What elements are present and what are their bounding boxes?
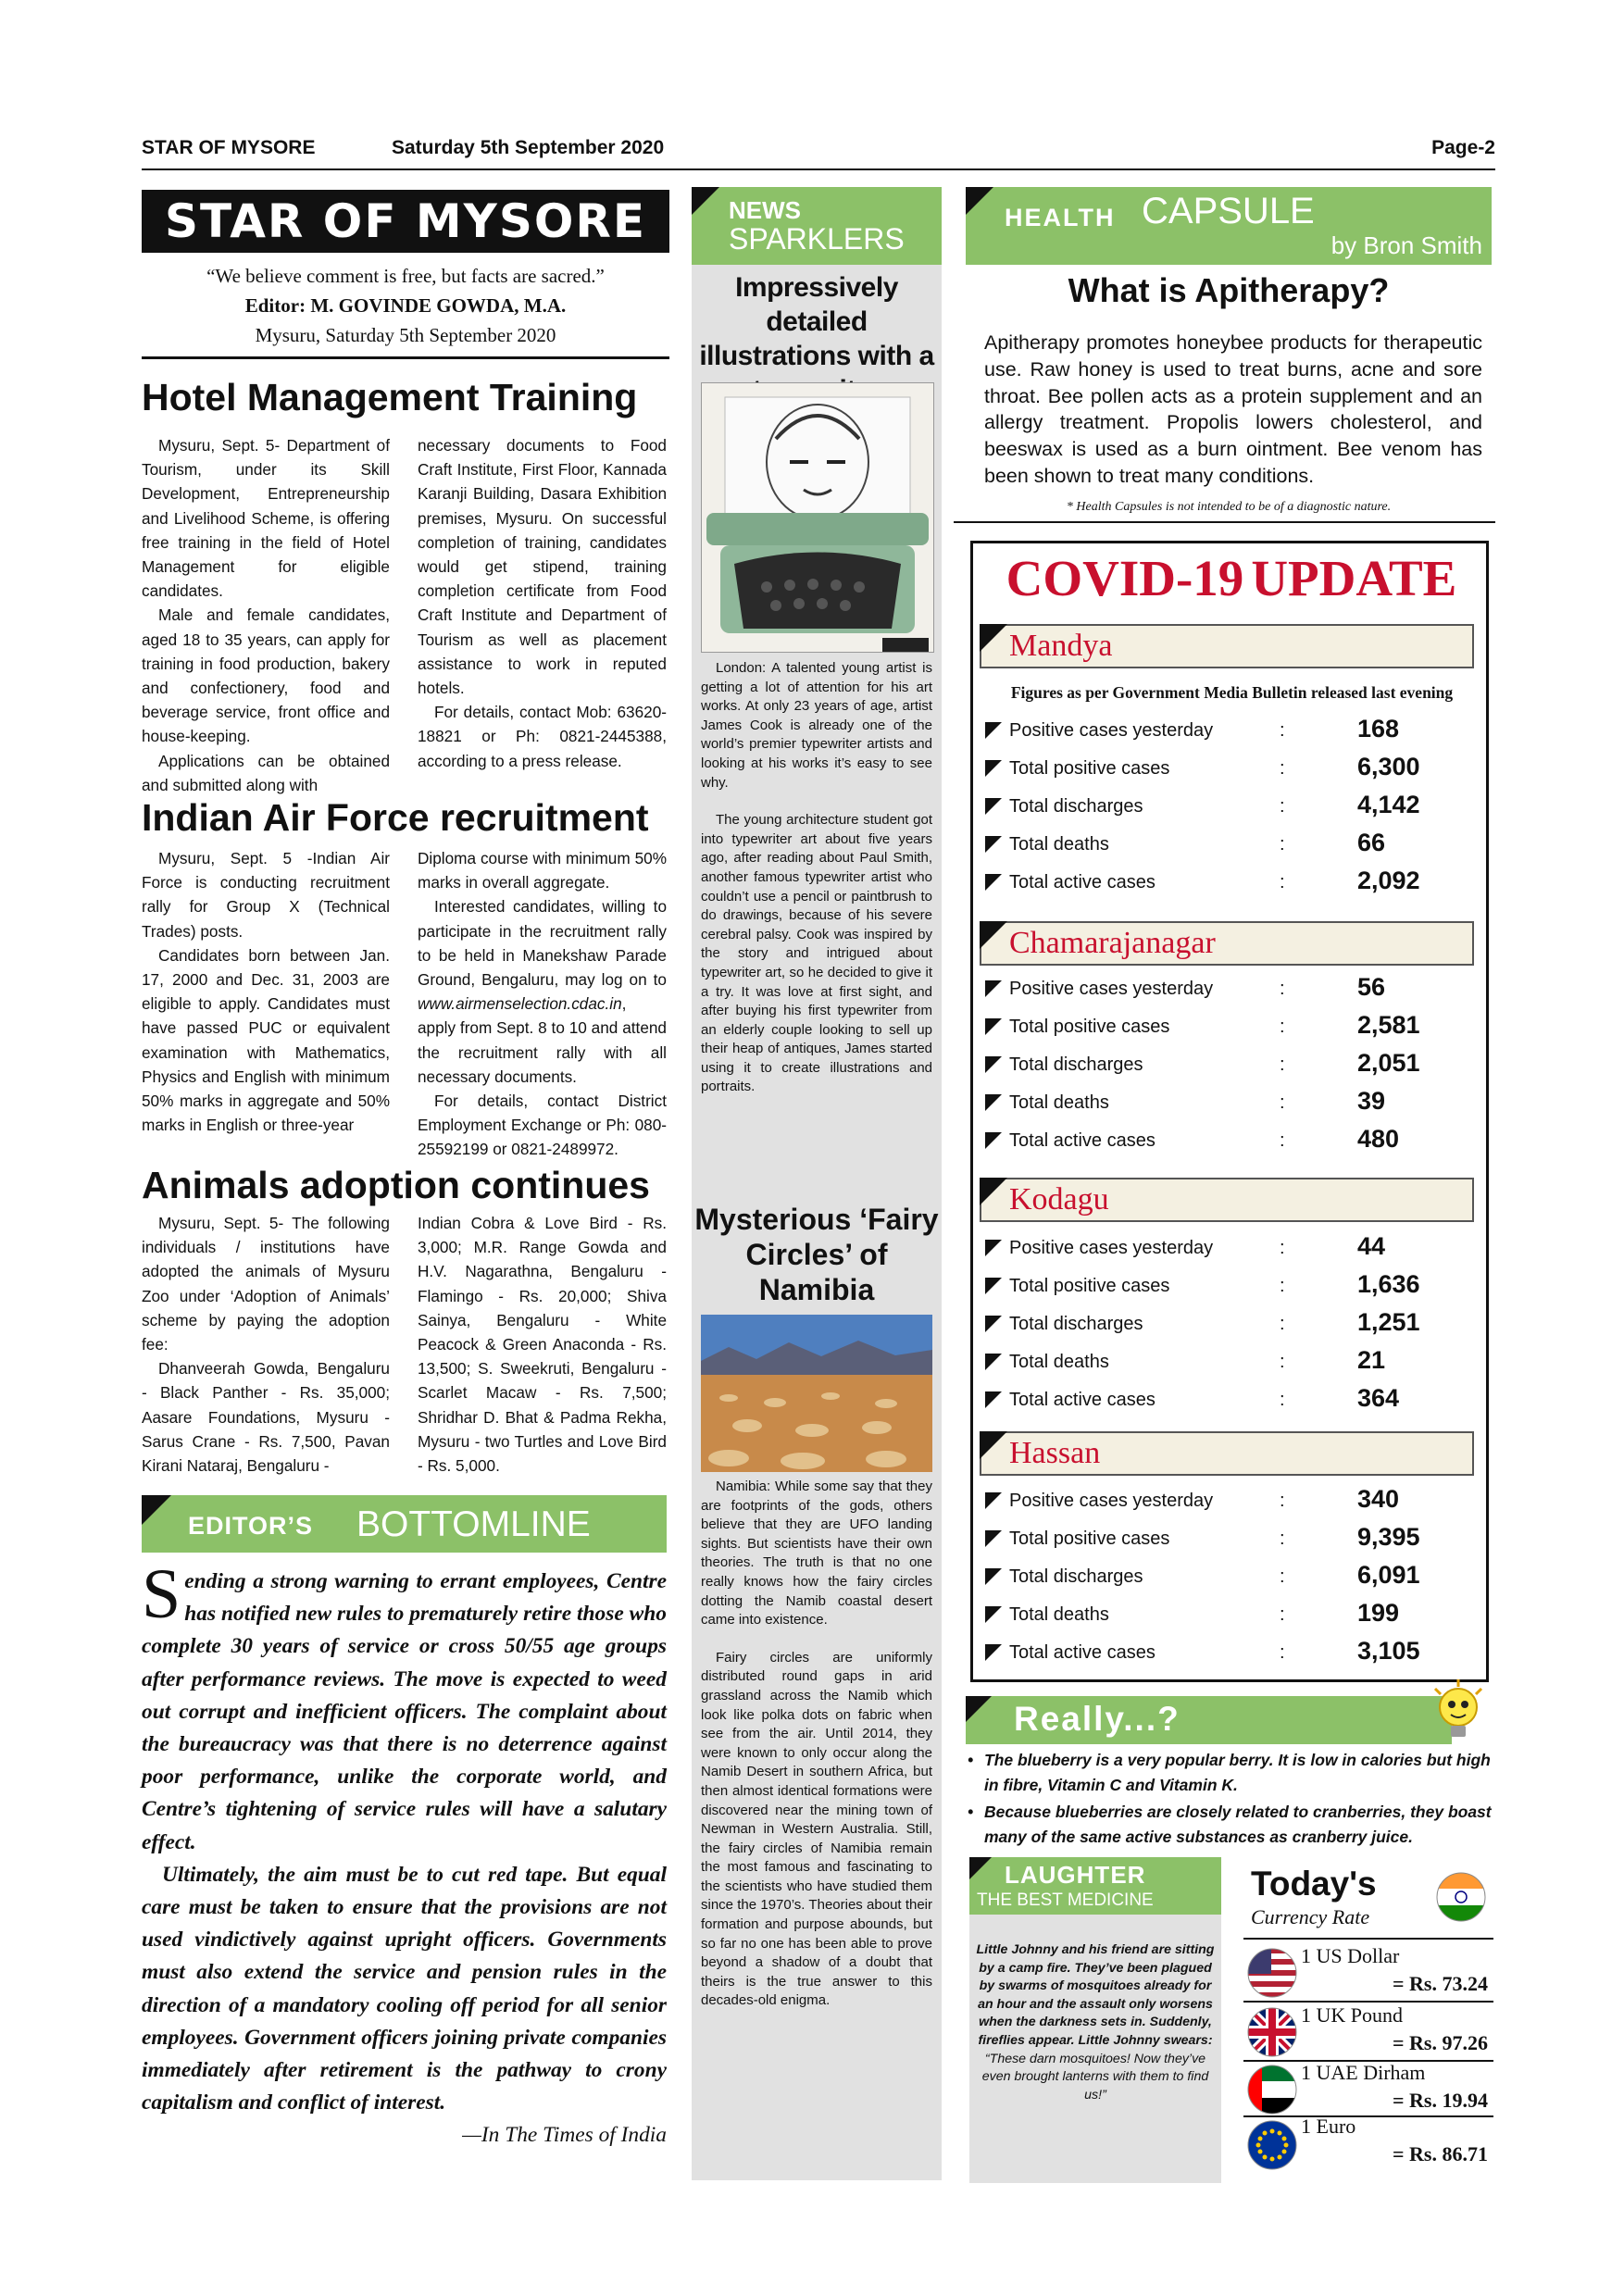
currency-rule xyxy=(1243,1938,1493,1940)
covid-row: Total deaths : 21 xyxy=(981,1344,1481,1382)
news-label-a: NEWS xyxy=(729,196,801,224)
editor-source: —In The Times of India xyxy=(462,2123,667,2148)
corner-triangle xyxy=(966,187,993,215)
masthead-motto: “We believe comment is free, but facts are sacred.” xyxy=(206,265,605,287)
animals-para: Dhanveerah Gowda, Bengaluru - Black Panther - Rs. 35,000; Aasare Foundations, Mysuru - Sarus Crane - Rs. 7,500, Pavan Kirani Nataraj, Bengaluru - xyxy=(142,1359,390,1476)
covid-row-label: Positive cases yesterday xyxy=(1009,1491,1214,1511)
editor-label-b: BOTTOMLINE xyxy=(356,1504,591,1544)
covid-row-label: Total positive cases xyxy=(1009,758,1170,779)
story1-para: The young architecture student got into typewriter art about five years ago, after reading about Paul Smith, another famous typewriter artist who couldn’t use a pencil or paintbrush to do drawings, because of his severe cerebral palsy. Cook was inspired by the story and intrigued about typewriter art, so he decided to give it a try. It was love at first sight, and after buying his first typewriter from an elderly couple looking to sell up their heap of antiques, James started using it to create illustrations and portraits. xyxy=(701,812,932,1095)
covid-row-label: Positive cases yesterday xyxy=(1009,1238,1214,1258)
covid-row-value: 3,105 xyxy=(1357,1637,1420,1665)
covid-row: Total discharges : 4,142 xyxy=(981,789,1481,827)
bullet-triangle-icon xyxy=(985,1094,1002,1111)
district-header-mandya xyxy=(980,624,1474,668)
laughter-text: Little Johnny and his friend are sitting by a camp fire. They’ve been plagued by swarms of mosquitoes already for an hour and the assault only worsens when the darkness sets in. Suddenly, fireflies appear. xyxy=(976,1942,1215,2048)
bullet-triangle-icon xyxy=(985,1391,1002,1408)
corner-triangle xyxy=(692,187,719,215)
covid-row-value: 4,142 xyxy=(1357,791,1420,818)
masthead-editor: Editor: M. GOVINDE GOWDA, M.A. xyxy=(244,294,567,317)
corner-triangle xyxy=(142,1495,171,1525)
covid-note: Figures as per Government Media Bulletin released last evening xyxy=(1010,683,1454,702)
story1-title: Impressively detailed illustrations with a xyxy=(699,272,934,371)
editor-bottomline-banner xyxy=(142,1495,667,1553)
corner-triangle xyxy=(980,1431,1007,1459)
hotel-col-right xyxy=(418,433,667,773)
hotel-para: For details, contact Mob: 63620-18821 or Ph: 0821-2445388, according to a press release. xyxy=(418,703,667,770)
covid-row: Total discharges : 1,251 xyxy=(981,1306,1481,1344)
laughter-quote: “These darn mosquitoes! Now they’ve even brought lanterns with them to find us!” xyxy=(981,2051,1209,2103)
covid-row-label: Total deaths xyxy=(1009,1352,1109,1372)
covid-row: Total positive cases : 1,636 xyxy=(981,1268,1481,1306)
bullet-triangle-icon xyxy=(985,760,1002,777)
page-header xyxy=(142,137,1495,167)
district-header-chamarajanagar xyxy=(980,921,1474,966)
covid-row-label: Total active cases xyxy=(1009,1130,1156,1151)
story2-title: Mysterious ‘Fairy Circles’ of Namibia xyxy=(694,1203,939,1306)
covid-row-value: 168 xyxy=(1357,715,1400,742)
covid-row-value: 6,091 xyxy=(1357,1561,1420,1589)
covid-row-value: 21 xyxy=(1357,1346,1386,1374)
bullet-dot-icon: • xyxy=(968,1751,974,1769)
covid-row: Total deaths : 199 xyxy=(981,1597,1481,1635)
covid-title-a: COVID-19 xyxy=(1006,550,1244,606)
namibia-fairy-circles-image xyxy=(701,1315,932,1472)
health-label-a: HEALTH xyxy=(1005,204,1116,231)
covid-row-label: Total active cases xyxy=(1009,1642,1156,1663)
bullet-triangle-icon xyxy=(985,1018,1002,1035)
covid-row: Total positive cases : 6,300 xyxy=(981,751,1481,789)
header-paper-name: STAR OF MYSORE xyxy=(142,137,316,158)
header-date: Saturday 5th September 2020 xyxy=(392,137,665,158)
covid-row-value: 2,092 xyxy=(1357,867,1420,894)
bullet-triangle-icon xyxy=(985,1278,1002,1294)
animals-headline: Animals adoption continues xyxy=(142,1164,650,1206)
corner-triangle xyxy=(980,1178,1007,1205)
masthead-dateline: Mysuru, Saturday 5th September 2020 xyxy=(255,324,556,346)
covid-row-label: Total discharges xyxy=(1009,1566,1143,1587)
editor-para: ending a strong warning to errant employees, Centre has notified new rules to prematurely retire those who complete 30 years of service or cross 50/55 age groups after performance reviews. The move is expected to weed out corrupt and inefficient officers. The complaint about the bureaucracy was that there is no deterrence against poor performance, unlike the corporate world, and Centre’s tightening of service rules will have a salutary effect. xyxy=(142,1569,667,1854)
bullet-dot-icon: • xyxy=(968,1803,974,1821)
laughter-body xyxy=(974,1941,1217,2104)
really-banner xyxy=(966,1696,1452,1744)
covid-row-value: 2,581 xyxy=(1357,1011,1420,1039)
covid-row-value: 2,051 xyxy=(1357,1049,1420,1077)
currency-rate: = Rs. 97.26 xyxy=(1393,2031,1488,2054)
covid-row-value: 1,251 xyxy=(1357,1308,1420,1336)
covid-row: Positive cases yesterday : 44 xyxy=(981,1230,1481,1268)
hotel-para: Applications can be obtained and submitted along with xyxy=(142,751,390,794)
currency-rate: = Rs. 19.94 xyxy=(1393,2089,1488,2112)
covid-row-value: 44 xyxy=(1357,1232,1386,1260)
really-item xyxy=(966,1800,1493,1850)
bullet-triangle-icon xyxy=(985,1644,1002,1661)
currency-rule xyxy=(1243,2115,1493,2117)
bullet-triangle-icon xyxy=(985,874,1002,891)
uk-flag-icon xyxy=(1247,2007,1297,2057)
district-name: Kodagu xyxy=(1009,1182,1109,1217)
news-label-b: SPARKLERS xyxy=(729,222,905,256)
bullet-triangle-icon xyxy=(985,1132,1002,1149)
currency-title: Today's xyxy=(1251,1865,1377,1903)
editor-body xyxy=(142,1555,667,2152)
story1-body xyxy=(701,659,932,1097)
bullet-triangle-icon xyxy=(985,1606,1002,1623)
covid-row-label: Total deaths xyxy=(1009,1092,1109,1113)
corner-triangle xyxy=(980,921,1007,949)
covid-row-label: Positive cases yesterday xyxy=(1009,720,1214,741)
masthead-logo: STAR OF MYSORE xyxy=(142,190,669,253)
iaf-para: For details, contact District Employment Exchange or Ph: 080-25592199 or 0821-2489972. xyxy=(418,1092,667,1159)
animals-col-left xyxy=(142,1211,390,1478)
covid-row: Total deaths : 66 xyxy=(981,827,1481,865)
covid-row-value: 56 xyxy=(1357,973,1386,1001)
currency-name: 1 UK Pound xyxy=(1301,2003,1404,2027)
covid-row: Total deaths : 39 xyxy=(981,1085,1481,1123)
hotel-headline: Hotel Management Training xyxy=(142,376,638,418)
covid-row-label: Total positive cases xyxy=(1009,1276,1170,1296)
district-name: Mandya xyxy=(1009,629,1113,663)
bullet-triangle-icon xyxy=(985,1056,1002,1073)
covid-row: Total active cases : 480 xyxy=(981,1123,1481,1161)
covid-row-value: 6,300 xyxy=(1357,753,1420,780)
covid-row-value: 66 xyxy=(1357,829,1386,856)
covid-row-value: 364 xyxy=(1357,1384,1400,1412)
health-disclaimer: * Health Capsules is not intended to be of a diagnostic nature. xyxy=(1066,500,1392,514)
bullet-triangle-icon xyxy=(985,1492,1002,1509)
currency-name: 1 UAE Dirham xyxy=(1301,2061,1426,2084)
laughter-label-b: THE BEST MEDICINE xyxy=(977,1890,1154,1910)
covid-row: Total discharges : 2,051 xyxy=(981,1047,1481,1085)
health-label-b: CAPSULE xyxy=(1142,191,1315,231)
district-header-kodagu xyxy=(980,1178,1474,1222)
lightbulb-icon xyxy=(1426,1678,1491,1742)
covid-row: Positive cases yesterday : 168 xyxy=(981,713,1481,751)
covid-row-label: Total deaths xyxy=(1009,1604,1109,1625)
usa-flag-icon xyxy=(1247,1948,1297,1998)
iaf-para: Diploma course with minimum 50% marks in overall aggregate. xyxy=(418,849,667,892)
district-header-hassan xyxy=(980,1431,1474,1476)
really-item-text: Because blueberries are closely related to cranberries, they boast many of the same active substances as cranberry juice. xyxy=(984,1803,1492,1846)
covid-row-label: Total positive cases xyxy=(1009,1529,1170,1549)
covid-row: Total active cases : 2,092 xyxy=(981,865,1481,903)
india-flag-icon xyxy=(1436,1872,1486,1922)
bullet-triangle-icon xyxy=(985,980,1002,997)
district-name: Hassan xyxy=(1009,1436,1101,1470)
covid-title xyxy=(977,546,1486,611)
eu-flag-icon xyxy=(1247,2120,1297,2170)
covid-row-label: Total discharges xyxy=(1009,1314,1143,1334)
really-list xyxy=(966,1748,1493,1850)
iaf-website-link[interactable]: www.airmenselection.cdac.in xyxy=(418,994,622,1014)
bullet-triangle-icon xyxy=(985,1568,1002,1585)
typewriter-art-image xyxy=(701,382,934,653)
covid-row-value: 480 xyxy=(1357,1125,1400,1153)
covid-row-label: Total active cases xyxy=(1009,1390,1156,1410)
bullet-triangle-icon xyxy=(985,1240,1002,1256)
covid-row-label: Total discharges xyxy=(1009,796,1143,817)
header-rule xyxy=(142,168,1495,170)
covid-title-b: UPDATE xyxy=(1251,550,1457,606)
covid-row: Total positive cases : 9,395 xyxy=(981,1521,1481,1559)
hotel-para: Male and female candidates, aged 18 to 35 years, can apply for training in food production, bakery and confectionery, food and beverage service, front office and house-keeping. xyxy=(142,605,390,746)
bullet-triangle-icon xyxy=(985,1354,1002,1370)
animals-para: Mysuru, Sept. 5- The following individuals / institutions have adopted the animals of Mysuru Zoo under ‘Adoption of Animals’ scheme by paying the adoption fee: xyxy=(142,1214,390,1354)
covid-row-label: Total active cases xyxy=(1009,872,1156,892)
story2-para: Fairy circles are uniformly distributed round gaps in arid grassland across the Namib which look like polka dots on fabric when see from the air. Until 2014, they were known to only occur along the Namib Desert in southern Africa, but then almost identical formations were discovered near the mining town of Newman in Western Australia. Still, the fairy circles of Namibia remain the most famous and fascinating to the scientists who have studied them since the 1970’s. Theories about their formation and purpose abounds, but so far no one has been able to prove beyond a shadow of a doubt that theirs is the true answer to this decades-old enigma. xyxy=(701,1649,932,2009)
corner-triangle xyxy=(966,1696,992,1722)
animals-col-right xyxy=(418,1211,667,1478)
iaf-para: Mysuru, Sept. 5 -Indian Air Force is conducting recruitment rally for Group X (Technical Trades) posts. xyxy=(142,849,390,941)
currency-name: 1 Euro xyxy=(1301,2115,1356,2138)
editor-dropcap: S xyxy=(142,1555,181,1633)
really-label: Really...? xyxy=(1014,1700,1181,1738)
bullet-triangle-icon xyxy=(985,1316,1002,1332)
covid-row-value: 199 xyxy=(1357,1599,1400,1627)
bullet-triangle-icon xyxy=(985,1530,1002,1547)
health-title: What is Apitherapy? xyxy=(1068,271,1390,309)
really-item xyxy=(966,1748,1493,1798)
covid-row-value: 39 xyxy=(1357,1087,1386,1115)
corner-triangle xyxy=(980,624,1007,652)
currency-rate: = Rs. 73.24 xyxy=(1393,1972,1488,1995)
covid-row-value: 9,395 xyxy=(1357,1523,1420,1551)
uae-flag-icon xyxy=(1247,2065,1297,2115)
masthead-block xyxy=(142,261,669,350)
covid-row: Total active cases : 3,105 xyxy=(981,1635,1481,1673)
covid-row-label: Total positive cases xyxy=(1009,1017,1170,1037)
health-byline: by Bron Smith xyxy=(1330,231,1482,259)
really-item-text: The blueberry is a very popular berry. It is low in calories but high in fibre, Vitamin C and Vitamin K. xyxy=(984,1751,1491,1794)
hotel-para: necessary documents to Food Craft Institute, First Floor, Kannada Karanji Building, Dasara Exhibition premises, Mysuru. On successful completion of training, candidates would get stipend, training completion certificate from Food Craft Institute and Department of Tourism as well as placement assistance to work in reputed hotels. xyxy=(418,436,667,698)
covid-row: Positive cases yesterday : 56 xyxy=(981,971,1481,1009)
laughter-speaker: Little Johnny swears: xyxy=(1078,2032,1213,2048)
covid-row: Total discharges : 6,091 xyxy=(981,1559,1481,1597)
header-page-number: Page-2 xyxy=(1431,137,1495,158)
health-capsule-banner xyxy=(966,187,1492,265)
currency-rate: = Rs. 86.71 xyxy=(1393,2142,1488,2165)
laughter-banner xyxy=(969,1857,1221,1915)
news-sparklers-banner xyxy=(692,187,942,265)
covid-row-label: Total discharges xyxy=(1009,1054,1143,1075)
laughter-label-a: LAUGHTER xyxy=(1005,1861,1146,1889)
covid-row-label: Positive cases yesterday xyxy=(1009,979,1214,999)
story2-para: Namibia: While some say that they are footprints of the gods, others believe that they are UFO landing sights. But scientists have their own theories. The truth is that no one really knows how the fairy circles dotting the Namib coastal desert came into existence. xyxy=(701,1479,932,1628)
hotel-para: Mysuru, Sept. 5- Department of Tourism, under its Skill Development, Entrepreneurship and Livelihood Scheme, is offering free training in the field of Hotel Management for eligible candidates. xyxy=(142,436,390,601)
currency-rule xyxy=(1243,2001,1493,2003)
covid-row: Positive cases yesterday : 340 xyxy=(981,1483,1481,1521)
iaf-col-left xyxy=(142,846,390,1137)
animals-para: Indian Cobra & Love Bird - Rs. 3,000; M.R. Range Gowda and H.V. Nagarathna, Bengaluru - Flamingo - Rs. 20,000; Shiva Sainya, Bengaluru - White Peacock & Green Anaconda - Rs. 13,500; S. Sweekruti, Bengaluru - Scarlet Macaw - Rs. 7,500; Shridhar D. Bhat & Padma Rekha, Mysuru - two Turtles and Love Bird - Rs. 5,000. xyxy=(418,1214,667,1476)
bullet-triangle-icon xyxy=(985,722,1002,739)
iaf-headline: Indian Air Force recruitment xyxy=(142,796,649,839)
covid-row: Total active cases : 364 xyxy=(981,1382,1481,1420)
hotel-col-left xyxy=(142,433,390,797)
currency-name: 1 US Dollar xyxy=(1301,1944,1400,1967)
covid-row-label: Total deaths xyxy=(1009,834,1109,855)
health-body: Apitherapy promotes honeybee products for therapeutic use. Raw honey is used to treat burns, acne and sore throat. Bee pollen acts as a protein supplement and an allergy treatment. Propolis lowers cholesterol, and beeswax is used as a burn ointment. Bee venom has been shown to treat many conditions. xyxy=(984,331,1482,487)
editor-label-a: EDITOR’S xyxy=(188,1512,314,1540)
masthead-rule xyxy=(142,356,669,359)
story2-body xyxy=(701,1478,932,2011)
covid-row: Total positive cases : 2,581 xyxy=(981,1009,1481,1047)
iaf-col-right xyxy=(418,846,667,1162)
iaf-para xyxy=(418,894,667,1089)
covid-row-value: 340 xyxy=(1357,1485,1400,1513)
bullet-triangle-icon xyxy=(985,798,1002,815)
covid-row-value: 1,636 xyxy=(1357,1270,1420,1298)
currency-subtitle: Currency Rate xyxy=(1251,1905,1370,1928)
iaf-text: Interested candidates, willing to participate in the recruitment rally to be held in Manekshaw Parade Ground, Bengaluru, may log on to xyxy=(418,897,667,990)
corner-triangle xyxy=(969,1857,992,1879)
currency-box xyxy=(1243,1859,1493,2176)
story1-para: London: A talented young artist is getting a lot of attention for his art works. At only 23 years of age, artist James Cook is already one of the world’s premier typewriter artists and looking at his works it’s easy to see why. xyxy=(701,660,932,791)
bullet-triangle-icon xyxy=(985,836,1002,853)
editor-para: Ultimately, the aim must be to cut red tape. But equal care must be taken to ensure that the provisions are not used vindictively against upright officers. Governments must also extend the service and pension rules in the direction of a mandatory cooling off period for all senior employees. Government officers joining private companies immediately after retirement is the pathway to crony capitalism and conflict of interest. xyxy=(142,1862,667,2115)
iaf-para: Candidates born between Jan. 17, 2000 and Dec. 31, 2003 are eligible to apply. Candidates must have passed PUC or equivalent examination with Mathematics, Physics and English with minimum 50% marks in aggregate and 50% marks in English or three-year xyxy=(142,945,390,1135)
health-rule xyxy=(954,521,1495,523)
district-name: Chamarajanagar xyxy=(1009,926,1216,960)
iaf-text: , apply from Sept. 8 to 10 and attend the recruitment rally with all necessary documents. xyxy=(418,994,667,1086)
